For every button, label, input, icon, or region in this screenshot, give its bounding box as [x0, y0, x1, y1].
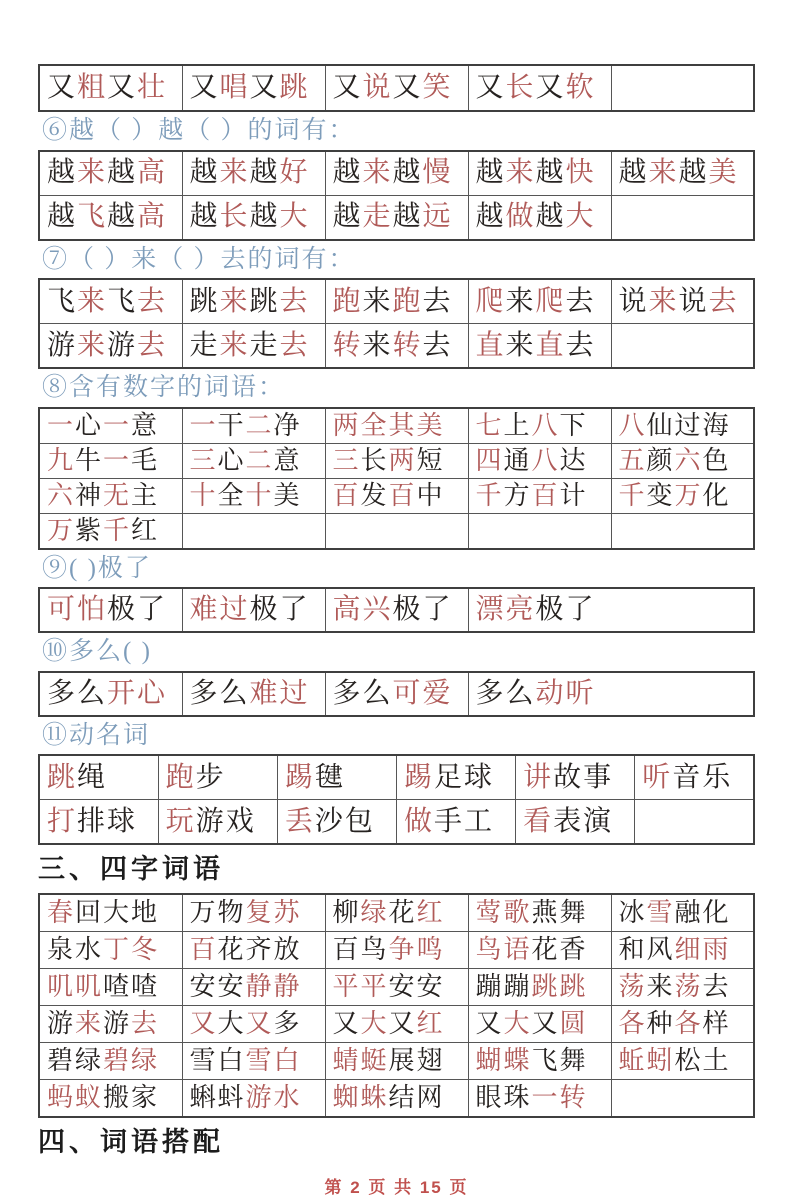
word-cell: 高兴极了	[325, 588, 468, 632]
table-row	[39, 800, 754, 845]
table-row	[39, 513, 754, 549]
word-cell: 莺歌燕舞	[468, 894, 611, 932]
word-cell: 千方百计	[468, 478, 611, 513]
word-cell: 转来转去	[325, 324, 468, 369]
word-cell: 荡来荡去	[611, 968, 754, 1005]
word-cell: 各种各样	[611, 1005, 754, 1042]
word-cell: 两全其美	[325, 408, 468, 444]
word-cell: 踢毽	[277, 755, 396, 800]
word-cell: 越长越大	[182, 195, 325, 240]
word-cell: 泉水丁冬	[39, 931, 182, 968]
word-cell: 游来游去	[39, 1005, 182, 1042]
word-cell: 冰雪融化	[611, 894, 754, 932]
table-verb-noun	[38, 754, 755, 845]
word-cell: 六神无主	[39, 478, 182, 513]
word-cell: 多么难过	[182, 672, 325, 716]
word-cell: 四通八达	[468, 443, 611, 478]
word-cell: 一心一意	[39, 408, 182, 444]
word-cell: 越飞越高	[39, 195, 182, 240]
table-row	[39, 755, 754, 800]
table-row	[39, 672, 754, 716]
table-numbers	[38, 407, 755, 550]
word-cell: 蜘蛛结网	[325, 1079, 468, 1117]
word-cell: 又唱又跳	[182, 65, 325, 111]
section-label-sec8: ⑧含有数字的词语：	[42, 374, 286, 401]
word-cell: 多么可爱	[325, 672, 468, 716]
word-cell: 雪白雪白	[182, 1042, 325, 1079]
word-cell: 越来越高	[39, 151, 182, 196]
word-cell: 三长两短	[325, 443, 468, 478]
word-cell: 碧绿碧绿	[39, 1042, 182, 1079]
word-cell: 蹦蹦跳跳	[468, 968, 611, 1005]
word-cell: 蚯蚓松土	[611, 1042, 754, 1079]
page-number: 第 2 页 共 15 页	[324, 1178, 469, 1198]
word-cell: 难过极了	[182, 588, 325, 632]
word-cell: 直来直去	[468, 324, 611, 369]
table-row	[39, 894, 754, 932]
word-cell: 越来越美	[611, 151, 754, 196]
section-heading-h3: 三、四字词语	[38, 854, 224, 884]
word-cell: 跳来跳去	[182, 279, 325, 324]
table-row	[39, 1042, 754, 1079]
word-cell: 跑步	[158, 755, 277, 800]
empty-cell	[611, 65, 754, 111]
empty-cell	[611, 1079, 754, 1117]
word-cell: 越来越快	[468, 151, 611, 196]
word-cell: 又粗又壮	[39, 65, 182, 111]
word-cell: 九牛一毛	[39, 443, 182, 478]
word-cell: 打排球	[39, 800, 158, 845]
word-cell: 多么开心	[39, 672, 182, 716]
word-cell: 三心二意	[182, 443, 325, 478]
word-cell: 眼珠一转	[468, 1079, 611, 1117]
empty-cell	[611, 324, 754, 369]
word-cell: 又大又多	[182, 1005, 325, 1042]
word-cell: 万物复苏	[182, 894, 325, 932]
table-row	[39, 588, 754, 632]
word-cell: 玩游戏	[158, 800, 277, 845]
empty-cell	[635, 800, 754, 845]
empty-cell	[468, 513, 611, 549]
word-cell: 柳绿花红	[325, 894, 468, 932]
table-row	[39, 408, 754, 444]
word-cell: 踢足球	[396, 755, 515, 800]
word-cell: 春回大地	[39, 894, 182, 932]
word-cell: 跳绳	[39, 755, 158, 800]
word-cell: 十全十美	[182, 478, 325, 513]
word-cell: 越走越远	[325, 195, 468, 240]
word-cell: 越来越慢	[325, 151, 468, 196]
word-cell: 五颜六色	[611, 443, 754, 478]
word-cell: 讲故事	[516, 755, 635, 800]
table-row	[39, 478, 754, 513]
word-cell: 百鸟争鸣	[325, 931, 468, 968]
word-cell: 百发百中	[325, 478, 468, 513]
word-cell: 八仙过海	[611, 408, 754, 444]
table-ji-le	[38, 587, 755, 633]
table-yue-lai-yue	[38, 150, 755, 241]
table-row	[39, 324, 754, 369]
empty-cell	[182, 513, 325, 549]
word-cell: 爬来爬去	[468, 279, 611, 324]
section-label-sec9: ⑨( )极了	[42, 554, 152, 582]
word-cell: 七上八下	[468, 408, 611, 444]
table-four-char	[38, 893, 755, 1118]
word-cell: 可怕极了	[39, 588, 182, 632]
word-cell: 听音乐	[635, 755, 754, 800]
empty-cell	[611, 513, 754, 549]
page-footer	[38, 1173, 755, 1198]
word-cell: 蝴蝶飞舞	[468, 1042, 611, 1079]
empty-cell	[325, 513, 468, 549]
section-label-sec6: ⑥越（ ）越（ ）的词有：	[42, 117, 356, 144]
word-cell: 又大又红	[325, 1005, 468, 1042]
word-cell: 蝌蚪游水	[182, 1079, 325, 1117]
word-cell: 走来走去	[182, 324, 325, 369]
section-label-sec7: ⑦（ ）来（ ）去的词有：	[42, 245, 356, 273]
word-cell: 千变万化	[611, 478, 754, 513]
word-cell: 一干二净	[182, 408, 325, 444]
word-cell: 做手工	[396, 800, 515, 845]
table-row	[39, 195, 754, 240]
table-row	[39, 1005, 754, 1042]
word-cell: 越来越好	[182, 151, 325, 196]
word-cell: 又长又软	[468, 65, 611, 111]
word-cell: 跑来跑去	[325, 279, 468, 324]
section-label-sec10: ⑩多么( )	[42, 638, 152, 665]
table-row	[39, 968, 754, 1005]
worksheet-content	[38, 64, 755, 1157]
word-cell: 鸟语花香	[468, 931, 611, 968]
word-cell: 平平安安	[325, 968, 468, 1005]
word-cell: 百花齐放	[182, 931, 325, 968]
word-cell: 又大又圆	[468, 1005, 611, 1042]
empty-cell	[611, 195, 754, 240]
word-cell: 蜻蜓展翅	[325, 1042, 468, 1079]
word-cell: 多么动听	[468, 672, 754, 716]
word-cell: 又说又笑	[325, 65, 468, 111]
word-cell: 越做越大	[468, 195, 611, 240]
table-row	[39, 151, 754, 196]
word-cell: 漂亮极了	[468, 588, 754, 632]
table-row	[39, 1079, 754, 1117]
table-duo-me	[38, 671, 755, 717]
word-cell: 游来游去	[39, 324, 182, 369]
word-cell: 安安静静	[182, 968, 325, 1005]
table-row	[39, 931, 754, 968]
table-row	[39, 443, 754, 478]
word-cell: 说来说去	[611, 279, 754, 324]
table-you-pairs	[38, 64, 755, 112]
word-cell: 和风细雨	[611, 931, 754, 968]
table-row	[39, 65, 754, 111]
word-cell: 蚂蚁搬家	[39, 1079, 182, 1117]
word-cell: 万紫千红	[39, 513, 182, 549]
word-cell: 叽叽喳喳	[39, 968, 182, 1005]
table-row	[39, 279, 754, 324]
section-heading-h4: 四、词语搭配	[38, 1126, 224, 1157]
word-cell: 飞来飞去	[39, 279, 182, 324]
word-cell: 看表演	[516, 800, 635, 845]
table-lai-qu	[38, 278, 755, 369]
section-label-sec11: ⑪动名词	[42, 721, 151, 749]
word-cell: 丢沙包	[277, 800, 396, 845]
